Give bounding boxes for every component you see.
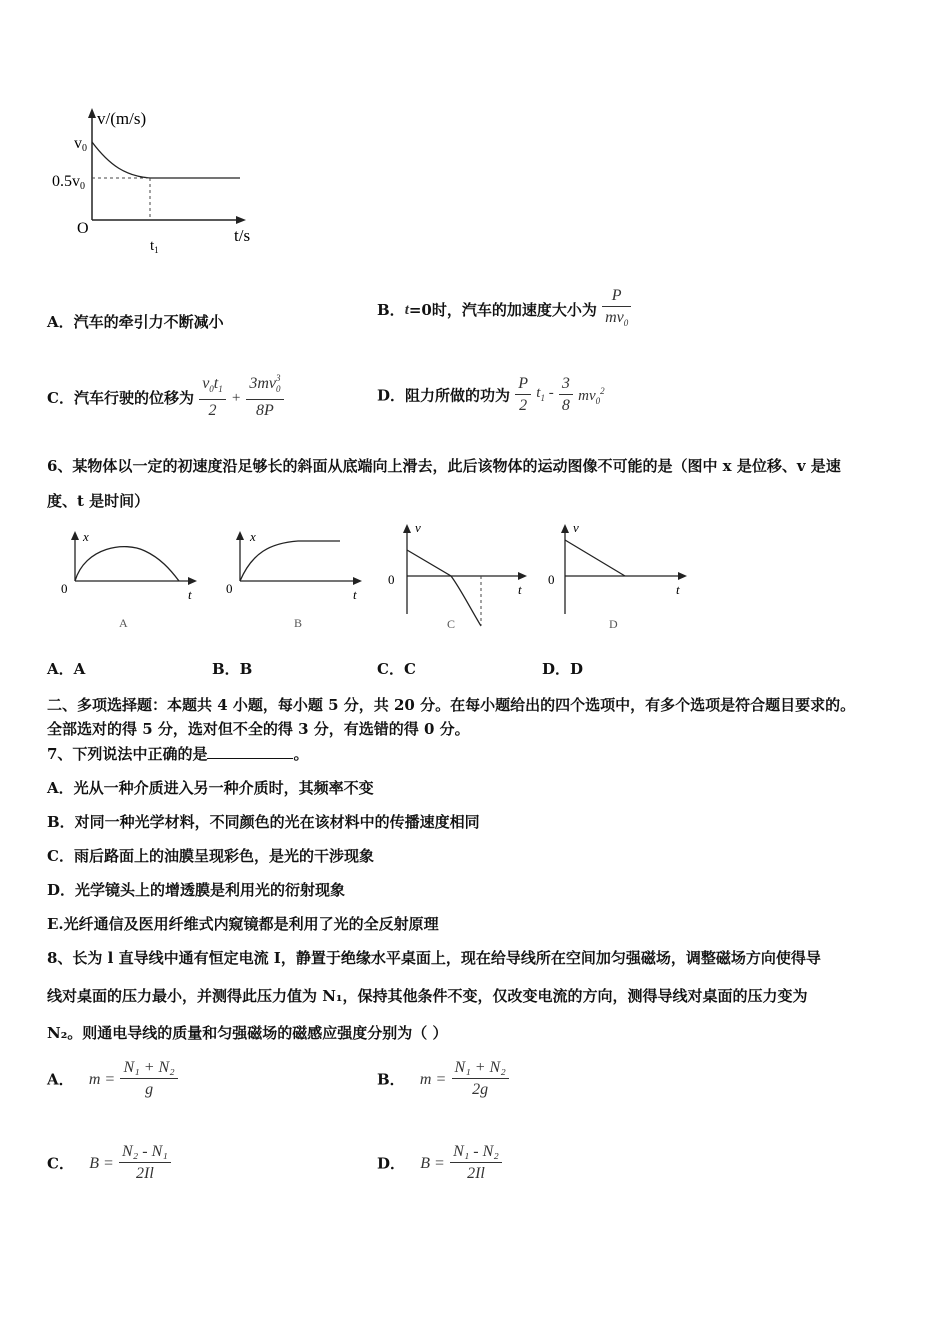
svg-text:t: t [518, 582, 522, 597]
q5-c-fraction-1: $\frac{v_0t_1}{2}$ [199, 374, 226, 422]
q6-graph-a [55, 525, 205, 635]
q7-option-d[interactable]: D．光学镜头上的增透膜是利用光的衍射现象 [47, 881, 346, 899]
half-v0-label: 0.5v0 [52, 173, 85, 192]
svg-text:v: v [415, 520, 421, 535]
q5-option-d[interactable]: D．阻力所做的功为 $\frac{P}{2}$ $t_1$ - $\frac{3}{8}$ $mv_0^2$ [377, 374, 605, 417]
svg-text:0: 0 [61, 581, 68, 596]
q8-option-a[interactable]: A． m = $\frac{\text{N₁ + N₂}}{g}$ [47, 1058, 178, 1101]
curve-a [75, 547, 179, 581]
q8-b-fraction: $\frac{\text{N₁ + N₂}}{2g}$ [452, 1058, 509, 1101]
svg-text:B: B [294, 616, 303, 630]
q7-answer-blank[interactable] [207, 744, 293, 759]
q5-option-a[interactable]: A．汽车的牵引力不断减小 [47, 313, 224, 331]
svg-text:0: 0 [388, 572, 395, 587]
svg-text:t: t [188, 587, 192, 602]
v0-label: v0 [74, 135, 87, 154]
q7-option-e[interactable]: E.光纤通信及医用纤维式内窥镜都是利用了光的全反射原理 [47, 915, 439, 933]
q8-d-fraction: $\frac{\text{N₁ - N₂}}{2Il}$ [450, 1142, 502, 1185]
q7-option-b[interactable]: B．对同一种光学材料，不同颜色的光在该材料中的传播速度相同 [47, 813, 480, 831]
q7-stem: 7、下列说法中正确的是 。 [47, 745, 309, 763]
vt-graph [40, 100, 280, 260]
q6-graph-d [545, 518, 695, 638]
y-label: v/(m/s) [97, 109, 147, 128]
curve-d [565, 540, 625, 576]
svg-text:x: x [250, 529, 256, 544]
q6-graph-b [220, 525, 370, 635]
svg-text:0: 0 [226, 581, 233, 596]
q5-option-c[interactable]: C．汽车行驶的位移为 $\frac{v_0t_1}{2}$ + 3mv 3 $_0$ 8P [47, 374, 284, 422]
q8-option-c[interactable]: C． B = $\frac{\text{N₂ - N₁}}{2Il}$ [47, 1142, 171, 1185]
q5-b-fraction: $\frac{P}{mv_0}$ [602, 286, 631, 334]
origin-label: O [77, 220, 89, 237]
svg-text:v: v [573, 520, 579, 535]
svg-text:0: 0 [548, 572, 555, 587]
q8-option-b[interactable]: B． m = $\frac{\text{N₁ + N₂}}{2g}$ [377, 1058, 509, 1101]
q6-stem-line2: 度、t 是时间） [47, 492, 150, 510]
q8-stem-line2: 线对桌面的压力最小，并测得此压力值为 N₁，保持其他条件不变，仅改变电流的方向，测得导线对桌面的压力变为 [47, 987, 808, 1005]
q6-stem-line1: 6、某物体以一定的初速度沿足够长的斜面从底端向上滑去，此后该物体的运动图像不可能的是（图中 x 是位移、v 是速 [47, 457, 841, 475]
section2-heading-line2: 全部选对的得 5 分，选对但不全的得 3 分，有选错的得 0 分。 [47, 720, 470, 738]
curve-b [240, 541, 340, 581]
y-arrow [88, 108, 96, 118]
svg-text:t: t [353, 587, 357, 602]
velocity-curve [92, 142, 240, 178]
svg-text:C: C [447, 617, 456, 631]
q6-option-d[interactable]: D．D [542, 660, 584, 678]
q8-stem-line3: N₂。则通电导线的质量和匀强磁场的磁感应强度分别为（ ） [47, 1024, 448, 1042]
curve-c [407, 550, 481, 626]
q5-d-fraction-2: $\frac{3}{8}$ [559, 374, 573, 417]
svg-text:x: x [83, 529, 89, 544]
q5-c-fraction-2: 3mv 3 $_0$ 8P [246, 374, 283, 422]
svg-text:D: D [609, 617, 618, 631]
q8-a-fraction: $\frac{\text{N₁ + N₂}}{g}$ [120, 1058, 177, 1101]
q8-option-d[interactable]: D． B = $\frac{\text{N₁ - N₂}}{2Il}$ [377, 1142, 502, 1185]
q7-option-c[interactable]: C．雨后路面上的油膜呈现彩色，是光的干涉现象 [47, 847, 374, 865]
q8-stem-line1: 8、长为 l 直导线中通有恒定电流 I，静置于绝缘水平桌面上，现在给导线所在空间加匀强磁场，调整磁场方向使得导 [47, 949, 821, 967]
q6-option-b[interactable]: B．B [212, 660, 253, 678]
svg-text:t: t [676, 582, 680, 597]
q5-d-fraction-1: $\frac{P}{2}$ [515, 374, 531, 417]
q6-graph-c [385, 518, 535, 638]
x-arrow [236, 216, 246, 224]
q5-option-b[interactable]: B．t=0时，汽车的加速度大小为 $\frac{P}{mv_0}$ [377, 286, 631, 334]
q8-c-fraction: $\frac{\text{N₂ - N₁}}{2Il}$ [119, 1142, 171, 1185]
q6-option-c[interactable]: C．C [377, 660, 416, 678]
q7-option-a[interactable]: A．光从一种介质进入另一种介质时，其频率不变 [47, 779, 374, 797]
t1-label: $t_1$ [150, 238, 159, 255]
q6-option-a[interactable]: A．A [47, 660, 86, 678]
x-label: t/s [234, 226, 251, 245]
section2-heading-line1: 二、多项选择题：本题共 4 小题，每小题 5 分，共 20 分。在每小题给出的四个选项中，有多个选项是符合题目要求的。 [47, 696, 856, 714]
svg-text:A: A [119, 616, 128, 630]
